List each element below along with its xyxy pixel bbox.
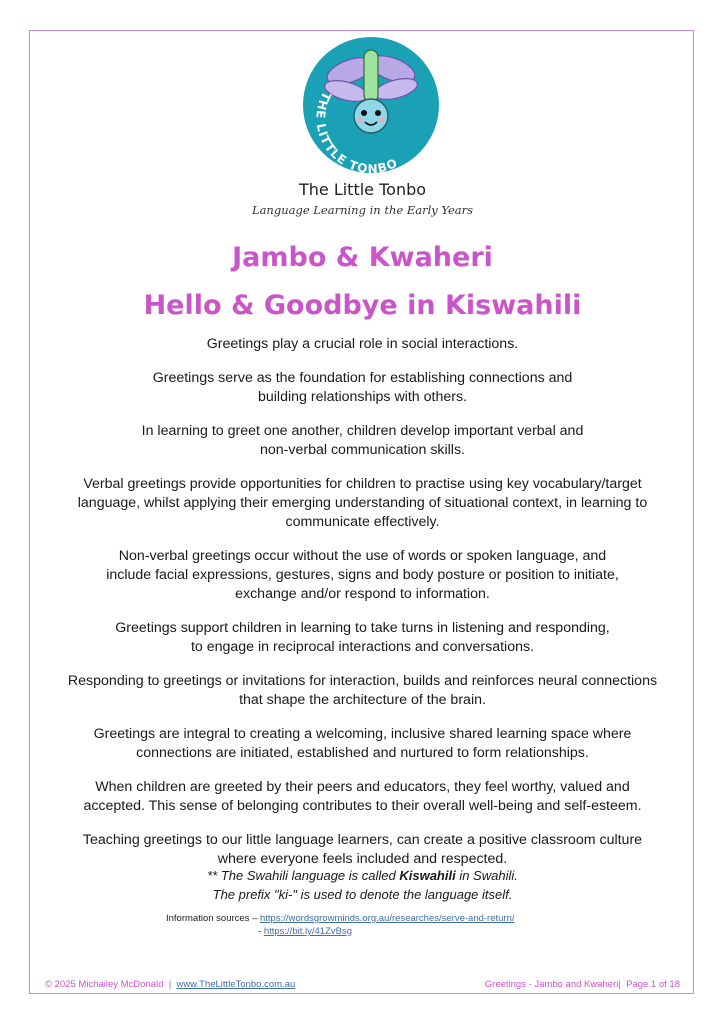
note-line-2: The prefix "ki-" is used to denote the language itself. — [212, 887, 513, 902]
footer-left — [45, 979, 295, 990]
brand-tagline: Language Learning in the Early Years — [251, 203, 474, 217]
paragraph-line: exchange and/or respond to information. — [235, 586, 490, 602]
paragraph — [40, 831, 685, 869]
paragraph-line: that shape the architecture of the brain. — [239, 692, 486, 708]
sources-label: Information sources – — [166, 913, 260, 924]
language-note — [40, 866, 685, 904]
paragraph-line: language, whilst applying their emerging understanding of situational context, in learning to — [77, 495, 648, 511]
paragraph — [40, 725, 685, 763]
website-link[interactable]: www.TheLittleTonbo.com.au — [176, 979, 296, 990]
svg-text:THE LITTLE TONBO: THE LITTLE TONBO — [313, 89, 401, 174]
paragraph-line: Teaching greetings to our little language learners, can create a positive classroom culture — [82, 832, 643, 848]
paragraph-line: When children are greeted by their peers and educators, they feel worthy, valued and — [95, 779, 630, 795]
paragraph-line: Responding to greetings or invitations for interaction, builds and reinforces neural connections — [67, 673, 658, 689]
paragraph — [40, 335, 685, 354]
paragraph-line: Greetings serve as the foundation for establishing connections and — [152, 370, 573, 386]
paragraph — [40, 778, 685, 816]
kiswahili-word: Kiswahili — [399, 868, 456, 883]
the-little-tonbo-logo — [302, 36, 440, 174]
paragraph-line: building relationships with others. — [258, 389, 467, 405]
paragraph — [40, 672, 685, 710]
paragraph — [40, 422, 685, 460]
note-line-1: ** The Swahili language is called Kiswahili in Swahili. — [207, 868, 518, 883]
paragraph-line: In learning to greet one another, children develop important verbal and — [141, 423, 584, 439]
paragraph-line: communicate effectively. — [285, 514, 440, 530]
paragraph — [40, 475, 685, 532]
body-text — [40, 335, 685, 884]
copyright: © 2025 Michailey McDonald | — [45, 979, 177, 990]
information-sources: Information sources – https://wordsgrowminds.org.au/researches/serve-and-return/ - https://bit.ly/41ZvBsg — [166, 913, 515, 937]
title-line-1: Jambo & Kwaheri — [232, 242, 493, 273]
footer-right: Greetings - Jambo and Kwaheri| Page 1 of 18 — [484, 979, 680, 990]
paragraph-line: include facial expressions, gestures, signs and body posture or position to initiate, — [106, 567, 619, 583]
paragraph-line: connections are initiated, established and nurtured to form relationships. — [136, 745, 589, 761]
paragraph — [40, 547, 685, 604]
paragraph-line: where everyone feels included and respected. — [217, 851, 508, 867]
paragraph-line: Non-verbal greetings occur without the use of words or spoken language, and — [118, 548, 607, 564]
paragraph-line: Greetings are integral to creating a welcoming, inclusive shared learning space where — [93, 726, 632, 742]
source-link-1[interactable]: https://wordsgrowminds.org.au/researches/serve-and-return/ — [260, 913, 515, 924]
paragraph-line: to engage in reciprocal interactions and conversations. — [190, 639, 535, 655]
paragraph — [40, 369, 685, 407]
paragraph-line: Greetings support children in learning to take turns in listening and responding, — [115, 620, 610, 636]
source-link-2[interactable]: https://bit.ly/41ZvBsg — [263, 926, 352, 937]
paragraph-line: Verbal greetings provide opportunities for children to practise using key vocabulary/target — [83, 476, 642, 492]
paragraph-line: non-verbal communication skills. — [259, 442, 465, 458]
paragraph-line: accepted. This sense of belonging contributes to their overall well-being and self-esteem. — [83, 798, 642, 814]
paragraph-line: Greetings play a crucial role in social interactions. — [206, 336, 519, 352]
brand-name: The Little Tonbo — [298, 180, 427, 199]
paragraph — [40, 619, 685, 657]
document-title: Greetings - Jambo and Kwaheri — [484, 979, 619, 990]
page-number: Page 1 of 18 — [626, 979, 680, 990]
title-line-2: Hello & Goodbye in Kiswahili — [143, 290, 582, 321]
